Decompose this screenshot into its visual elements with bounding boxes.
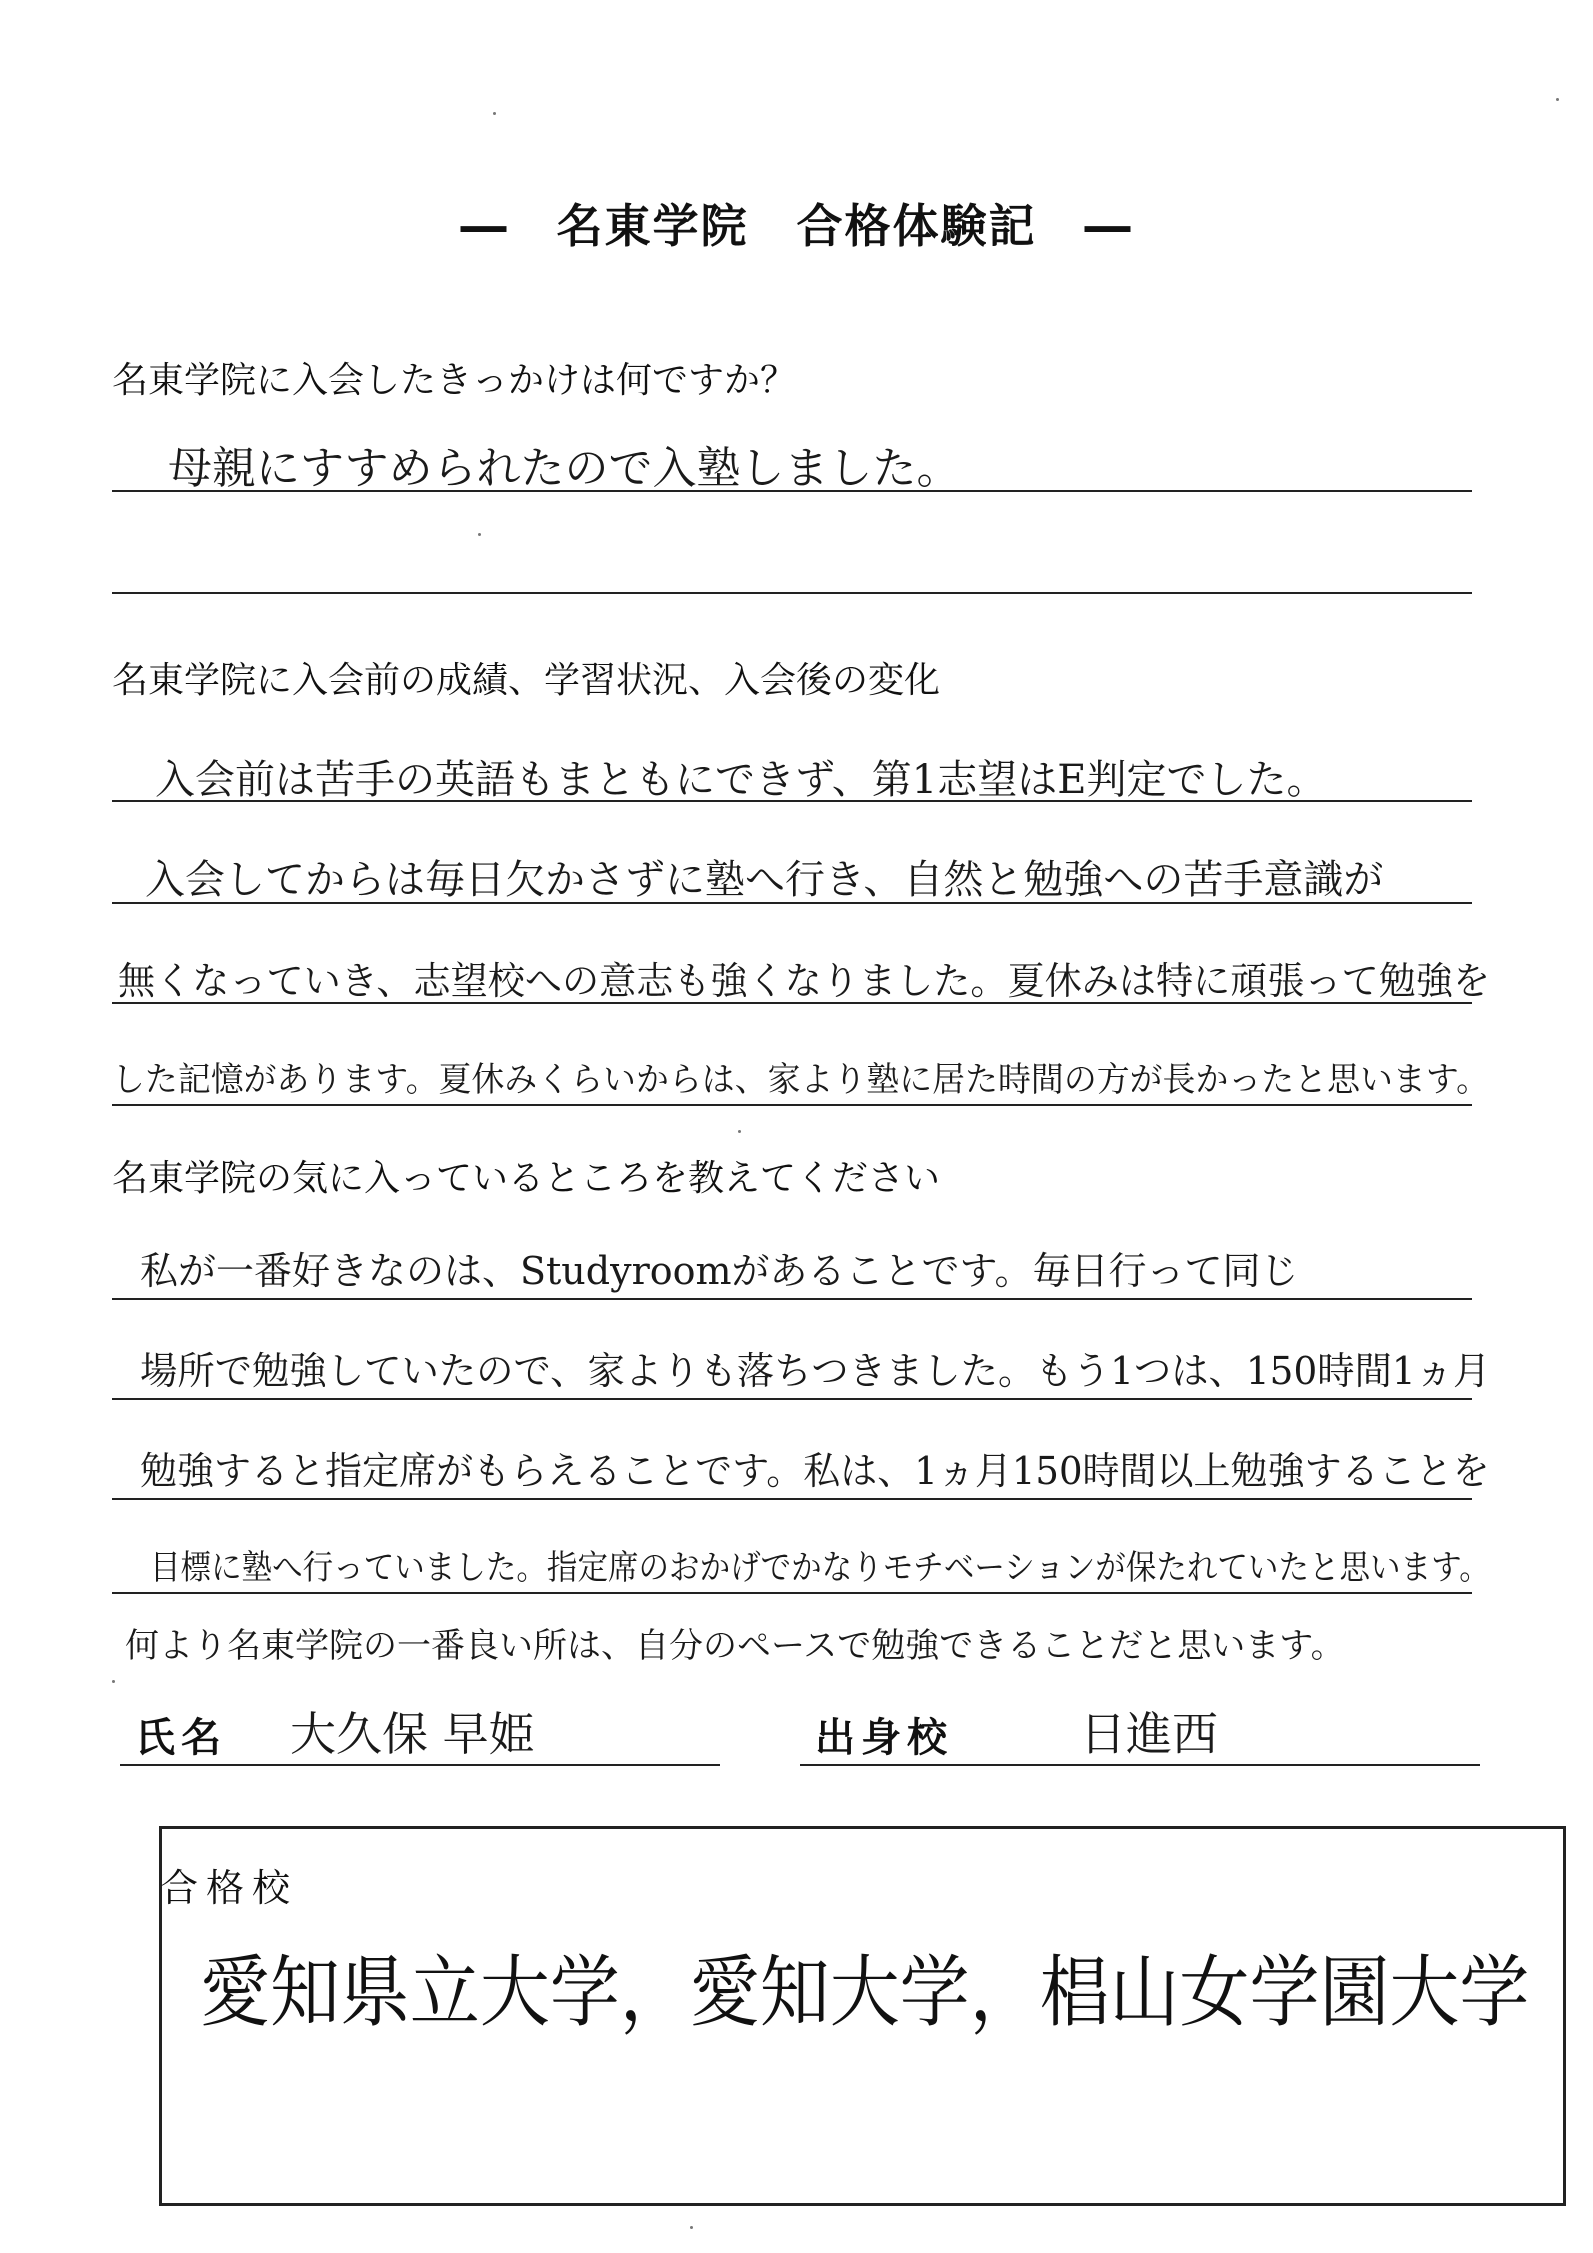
passed-schools-value: 愛知県立大学，愛知大学，椙山女学園大学 — [200, 1948, 1530, 2038]
school-value: 日進西 — [1080, 1707, 1218, 1761]
answer-2-rule-4 — [112, 1104, 1472, 1106]
answer-2-line-3: 無くなっていき、志望校への意志も強くなりました。夏休みは特に頑張って勉強を — [118, 959, 1491, 1003]
passed-schools-label: 合格校 — [160, 1866, 299, 1910]
answer-1-rule-1 — [112, 490, 1472, 492]
scan-speck — [478, 533, 481, 536]
answer-2-line-4: した記憶があります。夏休みくらいからは、家より塾に居た時間の方が長かったと思います。 — [112, 1060, 1490, 1100]
answer-2-rule-2 — [112, 902, 1472, 904]
school-rule — [800, 1764, 1480, 1766]
scan-speck — [738, 1130, 741, 1133]
answer-3-rule-4 — [112, 1592, 1472, 1594]
name-value: 大久保 早姫 — [290, 1707, 535, 1761]
question-1: 名東学院に入会したきっかけは何ですか？ — [112, 360, 797, 401]
scan-speck — [493, 112, 496, 115]
answer-2-rule-3 — [112, 1002, 1472, 1004]
name-label: 氏名 — [135, 1715, 227, 1761]
answer-1-rule-2 — [112, 592, 1472, 594]
school-label: 出身校 — [815, 1715, 953, 1761]
answer-2-line-1: 入会前は苦手の英語もまともにできず、第1志望はE判定でした。 — [155, 757, 1327, 803]
scan-speck — [690, 2226, 693, 2229]
question-2: 名東学院に入会前の成績、学習状況、入会後の変化 — [112, 660, 941, 701]
answer-3-line-4: 目標に塾へ行っていました。指定席のおかげでかなりモチベーションが保たれていたと思います。 — [150, 1548, 1490, 1588]
answer-3-line-3: 勉強すると指定席がもらえることです。私は、1ヵ月150時間以上勉強することを — [140, 1449, 1490, 1493]
scan-speck — [112, 1680, 115, 1683]
page-title: ― 名東学院 合格体験記 ― — [460, 199, 1133, 253]
answer-3-line-5: 何より名東学院の一番良い所は、自分のペースで勉強できることだと思います。 — [125, 1626, 1345, 1666]
answer-3-rule-1 — [112, 1298, 1472, 1300]
scan-speck — [1556, 98, 1559, 101]
answer-3-line-1: 私が一番好きなのは、Studyroomがあることです。毎日行って同じ — [140, 1249, 1299, 1293]
answer-2-rule-1 — [112, 800, 1472, 802]
answer-3-line-2: 場所で勉強していたので、家よりも落ちつきました。もう1つは、150時間1ヵ月 — [140, 1349, 1491, 1393]
answer-1-line-1: 母親にすすめられたので入塾しました。 — [168, 443, 961, 494]
question-3: 名東学院の気に入っているところを教えてください — [112, 1158, 941, 1199]
answer-2-line-2: 入会してからは毎日欠かさずに塾へ行き、自然と勉強への苦手意識が — [145, 857, 1384, 903]
name-rule — [120, 1764, 720, 1766]
answer-3-rule-2 — [112, 1398, 1472, 1400]
answer-3-rule-3 — [112, 1498, 1472, 1500]
